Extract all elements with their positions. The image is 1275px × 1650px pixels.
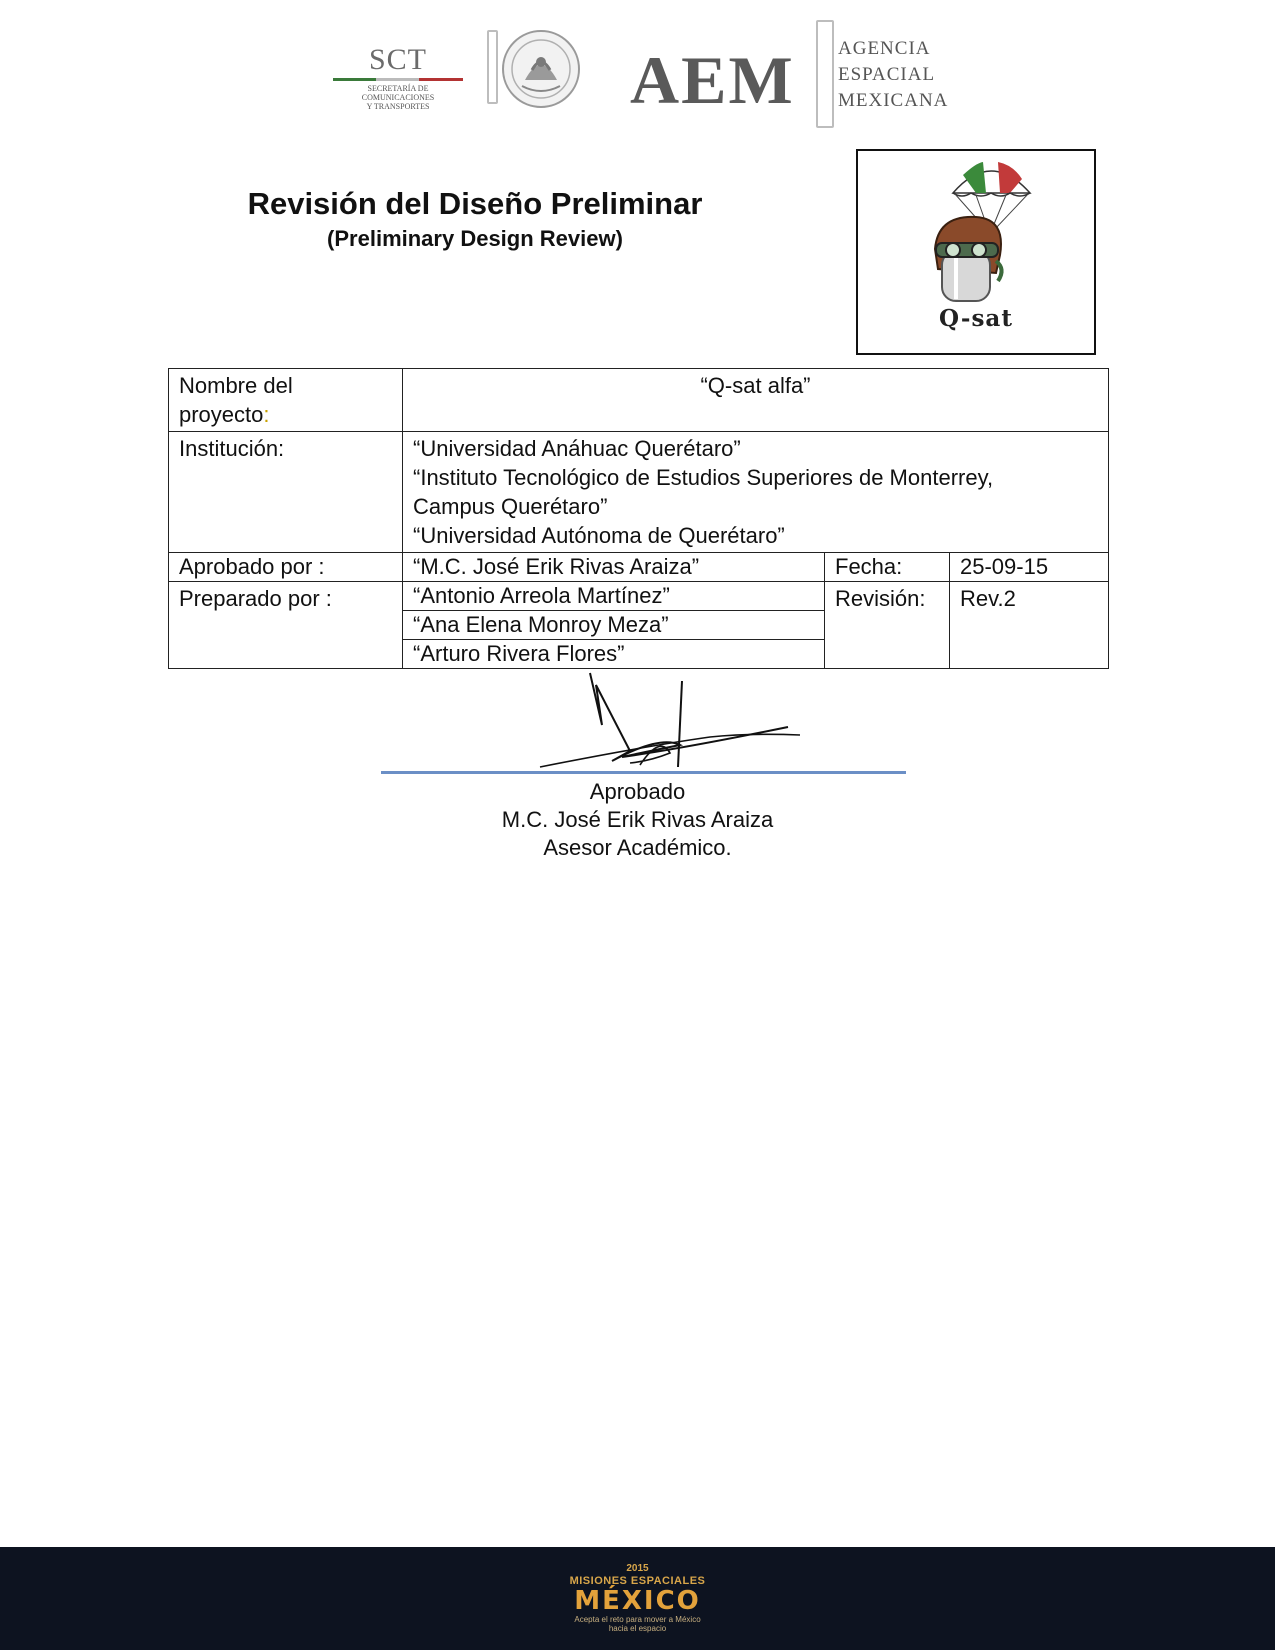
project-name-label	[169, 369, 403, 432]
date-value: 25-09-15	[950, 553, 1109, 582]
aem-line-3: MEXICANA	[838, 90, 949, 111]
institution-values	[403, 432, 1109, 553]
sct-line-3: Y TRANSPORTES	[366, 102, 430, 111]
institution-line: “Instituto Tecnológico de Estudios Superiores de Monterrey,	[413, 465, 994, 490]
project-name-label-line-2: proyecto	[179, 402, 264, 427]
preparer-name: “Arturo Rivera Flores”	[403, 640, 825, 669]
approver-name: M.C. José Erik Rivas Araiza	[501, 807, 774, 832]
approver-role: Asesor Académico.	[543, 835, 732, 860]
prepared-by-label: Preparado por :	[169, 582, 403, 669]
header-divider	[487, 30, 498, 104]
aem-acronym: AEM	[630, 42, 795, 118]
footer-tagline-2: hacia el espacio	[608, 1624, 667, 1633]
sct-logo	[333, 44, 463, 114]
header-divider	[816, 20, 834, 128]
page-title: Revisión del Diseño Preliminar	[247, 186, 703, 221]
project-name-label-colon: :	[263, 402, 270, 427]
footer-year: 2015	[626, 1563, 649, 1574]
table-row	[169, 553, 1109, 582]
aem-line-1: AGENCIA	[838, 38, 931, 59]
project-name-value: “Q-sat alfa”	[403, 369, 1109, 432]
approved-by-value: “M.C. José Erik Rivas Araiza”	[403, 553, 825, 582]
project-info-table	[168, 368, 1109, 669]
sct-line-2: COMUNICACIONES	[361, 93, 435, 102]
preparer-name: “Ana Elena Monroy Meza”	[403, 611, 825, 640]
footer-program: MISIONES ESPACIALES	[569, 1575, 706, 1587]
sct-line-1: SECRETARÍA DE	[367, 84, 429, 93]
footer-tagline-1: Acepta el reto para mover a México	[574, 1615, 701, 1624]
qsat-mascot-logo	[856, 149, 1096, 355]
aem-agency-name	[838, 36, 948, 114]
approved-by-label: Aprobado por :	[169, 553, 403, 582]
signature-line	[381, 771, 906, 774]
sct-tricolor-line	[333, 78, 463, 81]
table-row	[169, 582, 1109, 611]
handwritten-signature	[520, 665, 820, 785]
revision-value: Rev.2	[950, 582, 1109, 669]
misiones-espaciales-logo	[550, 1563, 725, 1633]
preparer-name: “Antonio Arreola Martínez”	[403, 582, 825, 611]
signature-caption	[400, 778, 875, 862]
qsat-mascot-label: Q-sat	[939, 305, 1013, 332]
project-name-label-line-1: Nombre del	[179, 373, 293, 398]
date-label: Fecha:	[825, 553, 950, 582]
institution-line: Campus Querétaro”	[413, 494, 608, 519]
national-seal-icon	[500, 28, 582, 110]
institution-line: “Universidad Anáhuac Querétaro”	[413, 436, 741, 461]
sct-acronym: SCT	[368, 43, 428, 76]
approval-status: Aprobado	[589, 779, 686, 804]
table-row	[169, 432, 1109, 553]
revision-label: Revisión:	[825, 582, 950, 669]
aem-line-2: ESPACIAL	[838, 64, 936, 85]
institution-line: “Universidad Autónoma de Querétaro”	[413, 523, 785, 548]
footer-country: MÉXICO	[574, 1586, 701, 1616]
page-subtitle: (Preliminary Design Review)	[327, 226, 623, 251]
table-row	[169, 369, 1109, 432]
institution-label: Institución:	[169, 432, 403, 553]
